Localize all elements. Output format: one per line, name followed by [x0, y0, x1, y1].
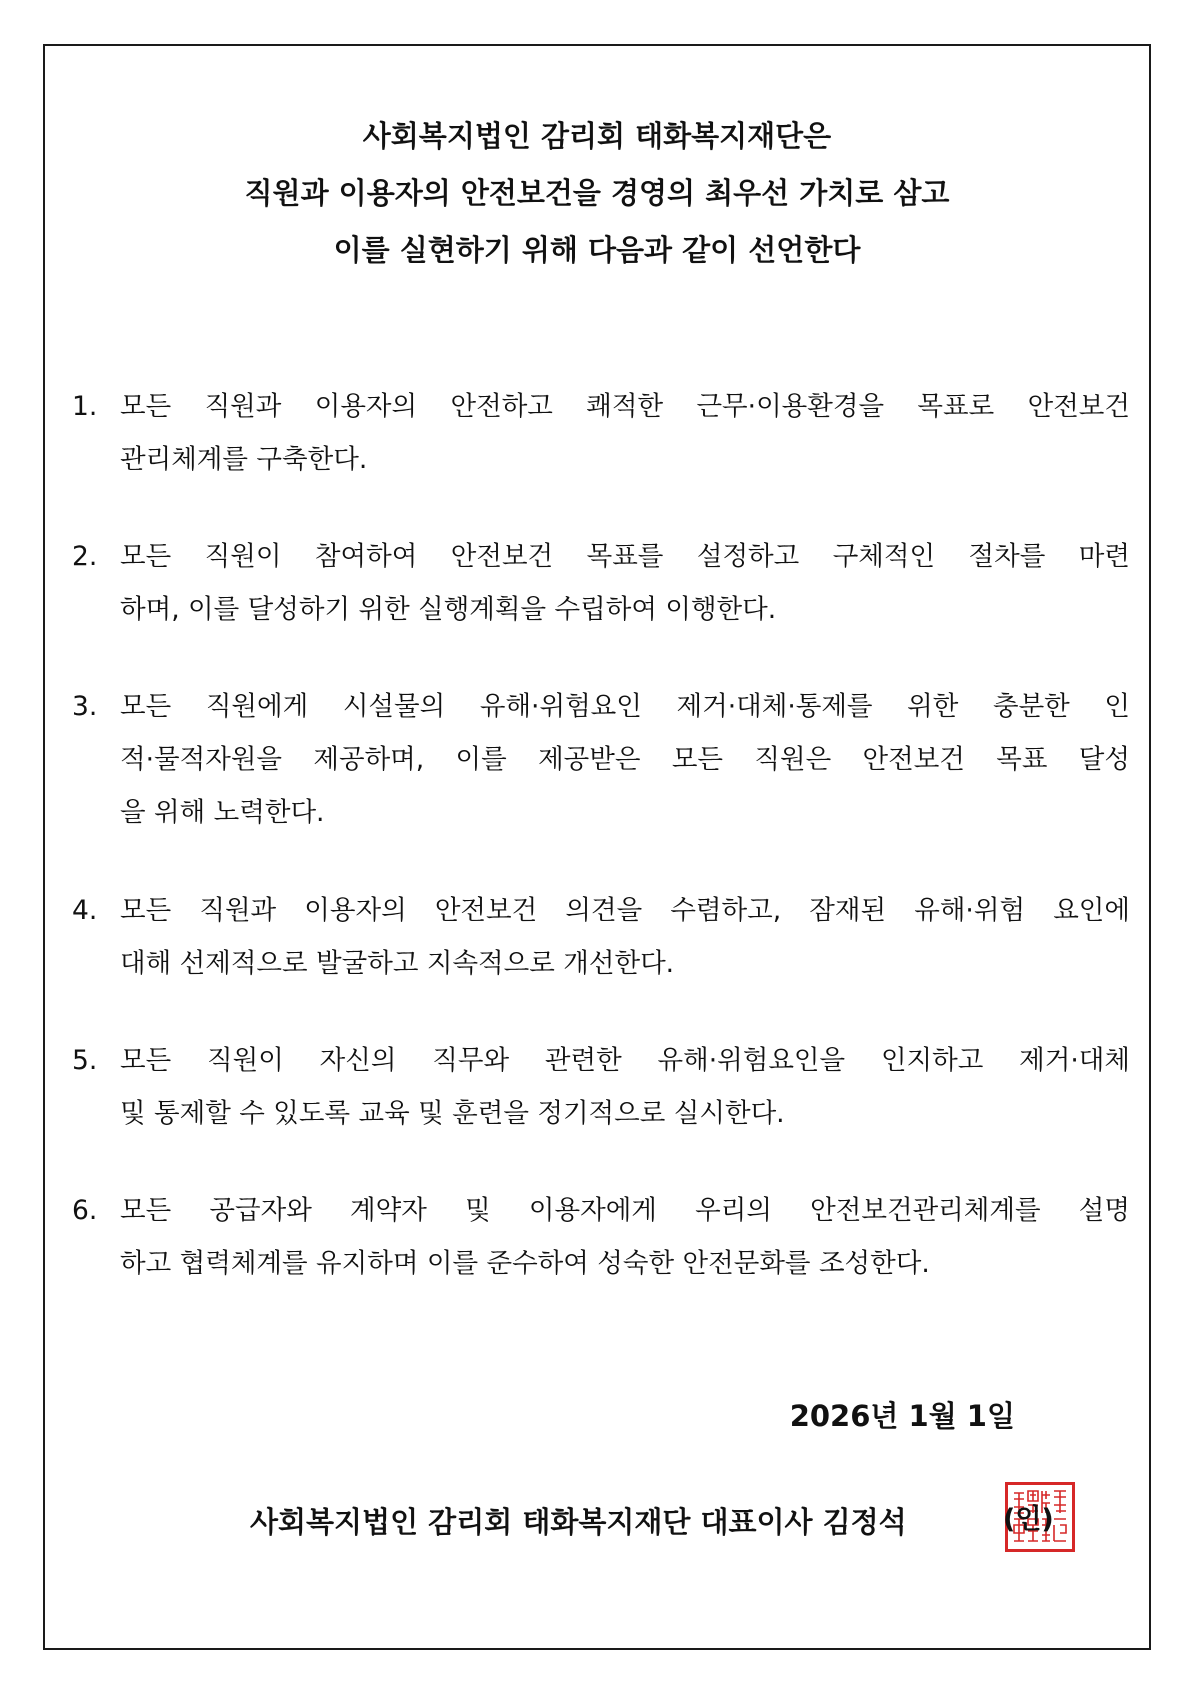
- list-item: [72, 380, 1132, 486]
- item-number: 1.: [72, 391, 98, 422]
- item-line: 모든 직원과 이용자의 안전하고 쾌적한 근무·이용환경을 목표로 안전보건: [120, 391, 1130, 422]
- declaration-date: 2026년 1월 1일: [789, 1399, 1015, 1433]
- item-line: 대해 선제적으로 발굴하고 지속적으로 개선한다.: [120, 948, 675, 979]
- heading-line-3: 이를 실현하기 위해 다음과 같이 선언한다: [333, 233, 861, 267]
- declaration-heading: [43, 108, 1151, 279]
- item-line: 모든 직원이 자신의 직무와 관련한 유해·위험요인을 인지하고 제거·대체: [120, 1045, 1130, 1076]
- item-line: 및 통제할 수 있도록 교육 및 훈련을 정기적으로 실시한다.: [120, 1098, 785, 1129]
- item-line: 을 위해 노력한다.: [120, 797, 325, 828]
- item-number: 4.: [72, 895, 98, 926]
- item-number: 3.: [72, 691, 98, 722]
- signature-line: 사회복지법인 감리회 태화복지재단 대표이사 김정석: [250, 1505, 907, 1539]
- list-item: [72, 680, 1132, 839]
- item-number: 2.: [72, 541, 98, 572]
- item-line: 모든 직원에게 시설물의 유해·위험요인 제거·대체·통제를 위한 충분한 인: [120, 691, 1130, 722]
- list-item: [72, 1034, 1132, 1140]
- list-item: [72, 530, 1132, 636]
- item-line: 하며, 이를 달성하기 위한 실행계획을 수립하여 이행한다.: [120, 594, 777, 625]
- item-number: 5.: [72, 1045, 98, 1076]
- item-line: 모든 직원이 참여하여 안전보건 목표를 설정하고 구체적인 절차를 마련: [120, 541, 1130, 572]
- item-line: 적·물적자원을 제공하며, 이를 제공받은 모든 직원은 안전보건 목표 달성: [120, 744, 1130, 775]
- seal-mark-label: (인): [1003, 1504, 1054, 1535]
- heading-line-1: 사회복지법인 감리회 태화복지재단은: [362, 119, 832, 153]
- item-line: 하고 협력체계를 유지하며 이를 준수하여 성숙한 안전문화를 조성한다.: [120, 1248, 930, 1279]
- item-number: 6.: [72, 1195, 98, 1226]
- item-line: 관리체계를 구축한다.: [120, 444, 368, 475]
- list-item: [72, 1184, 1132, 1290]
- list-item: [72, 884, 1132, 990]
- item-line: 모든 공급자와 계약자 및 이용자에게 우리의 안전보건관리체계를 설명: [120, 1195, 1130, 1226]
- heading-line-2: 직원과 이용자의 안전보건을 경영의 최우선 가치로 삼고: [244, 176, 950, 210]
- item-line: 모든 직원과 이용자의 안전보건 의견을 수렴하고, 잠재된 유해·위험 요인에: [120, 895, 1130, 926]
